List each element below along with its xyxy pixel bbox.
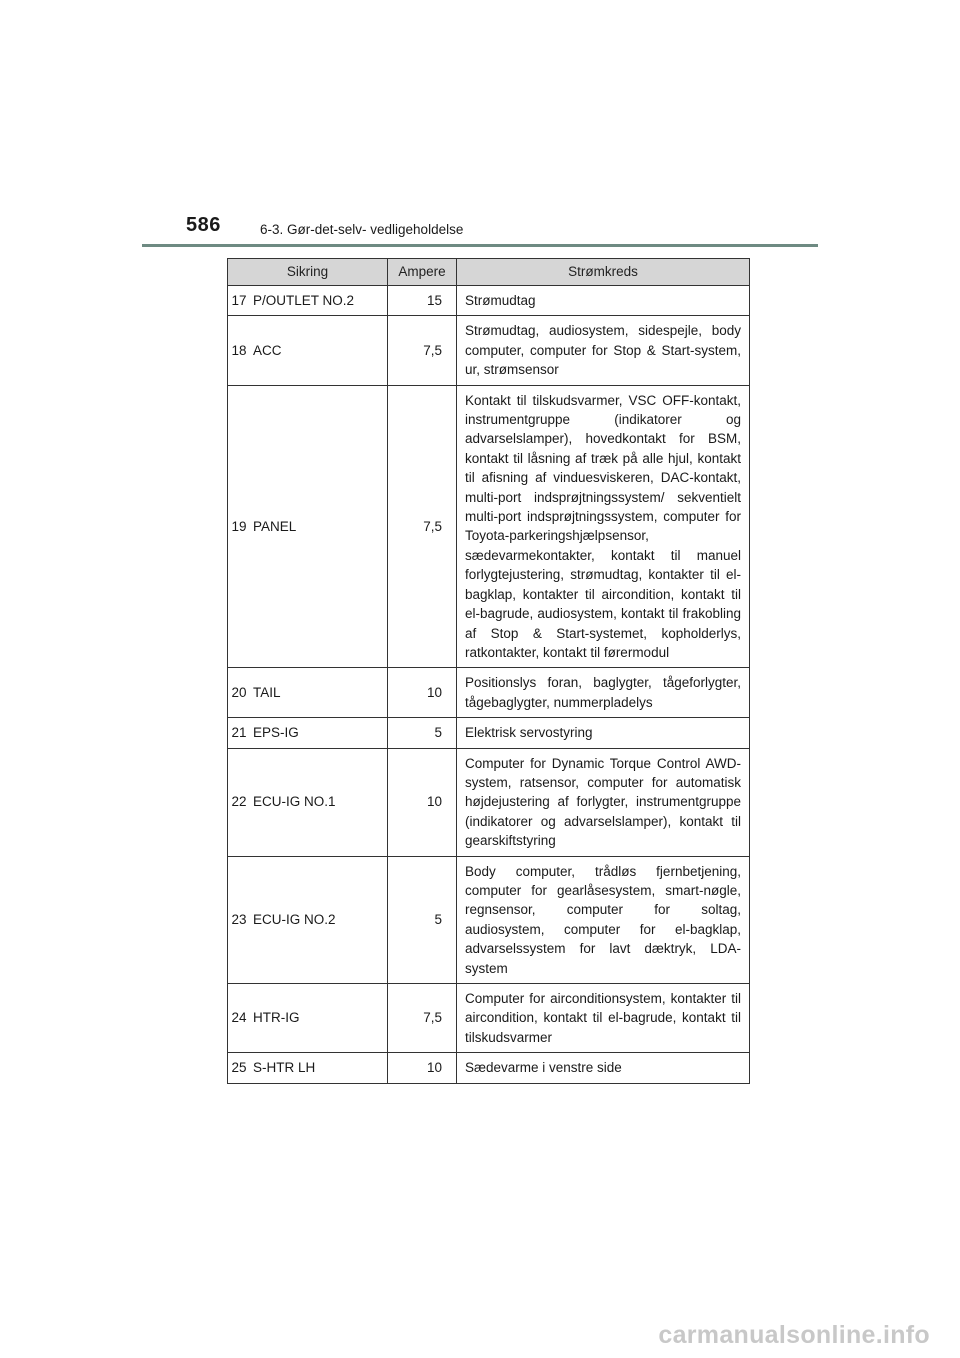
watermark-link[interactable]: carmanualsonline.info [658, 1321, 930, 1349]
page-number: 586 [186, 214, 221, 236]
fuse-ampere: 5 [388, 718, 457, 748]
fuse-name: ECU-IG NO.1 [250, 748, 388, 856]
fuse-name: S-HTR LH [250, 1053, 388, 1083]
fuse-number: 25 [228, 1053, 251, 1083]
section-title: 6-3. Gør-det-selv- vedligeholdelse [260, 222, 464, 237]
fuse-ampere: 7,5 [388, 385, 457, 668]
fuse-number: 17 [228, 286, 251, 316]
table-row [228, 316, 750, 385]
fuse-number: 24 [228, 984, 251, 1053]
fuse-circuit: Strømudtag [457, 286, 750, 316]
fuse-circuit: Elektrisk servostyring [457, 718, 750, 748]
fuse-ampere: 10 [388, 748, 457, 856]
fuse-number: 23 [228, 856, 251, 983]
fuse-circuit: Strømudtag, audiosystem, sidespejle, body computer, computer for Stop & Start-system, ur, strømsensor [457, 316, 750, 385]
table-row [228, 748, 750, 856]
table-row [228, 718, 750, 748]
column-header-circuit: Strømkreds [457, 259, 750, 286]
fuse-ampere: 15 [388, 286, 457, 316]
fuse-ampere: 5 [388, 856, 457, 983]
fuse-name: P/OUTLET NO.2 [250, 286, 388, 316]
fuse-number: 18 [228, 316, 251, 385]
fuse-number: 20 [228, 668, 251, 718]
fuse-circuit: Positionslys foran, baglygter, tågeforlygter, tågebaglygter, nummerpladelys [457, 668, 750, 718]
column-header-ampere: Ampere [388, 259, 457, 286]
table-row [228, 856, 750, 983]
fuse-name: PANEL [250, 385, 388, 668]
table-header-row [228, 259, 750, 286]
fuse-circuit: Kontakt til tilskudsvarmer, VSC OFF-kontakt, instrumentgruppe (indikatorer og advarselslamper), hovedkontakt for BSM, kontakt til låsning af træk på alle hjul, kontakt til afisning af vinduesviskeren, DAC-kontakt, multi-port indsprøjtningssystem/ sekventielt multi-port indsprøjtningssystem, computer for Toyota-parkeringshjælpsensor, sædevarmekontakter, kontakt til manuel forlygtejustering, strømudtag, kontakter til el-bagklap, kontakter til aircondition, kontakt til el-bagrude, audiosystem, kontakt til frakobling af Stop & Start-systemet, kopholderlys, ratkontakter, kontakt til førermodul [457, 385, 750, 668]
fuse-circuit: Sædevarme i venstre side [457, 1053, 750, 1083]
fuse-name: ACC [250, 316, 388, 385]
fuse-name: EPS-IG [250, 718, 388, 748]
column-header-fuse: Sikring [228, 259, 388, 286]
fuse-number: 19 [228, 385, 251, 668]
fuse-ampere: 7,5 [388, 984, 457, 1053]
fuse-name: HTR-IG [250, 984, 388, 1053]
fuse-name: TAIL [250, 668, 388, 718]
table-row [228, 385, 750, 668]
fuse-circuit: Computer for airconditionsystem, kontakter til aircondition, kontakt til el-bagrude, kontakt til tilskudsvarmer [457, 984, 750, 1053]
fuse-table [227, 258, 750, 1084]
table-row [228, 286, 750, 316]
fuse-number: 21 [228, 718, 251, 748]
header-divider [142, 244, 818, 247]
fuse-ampere: 10 [388, 668, 457, 718]
fuse-name: ECU-IG NO.2 [250, 856, 388, 983]
fuse-circuit: Computer for Dynamic Torque Control AWD-system, ratsensor, computer for automatisk højdejustering af forlygter, instrumentgruppe (indikatorer og advarselslamper), kontakt til gearskiftstyring [457, 748, 750, 856]
table-row [228, 984, 750, 1053]
fuse-ampere: 7,5 [388, 316, 457, 385]
table-row [228, 668, 750, 718]
fuse-ampere: 10 [388, 1053, 457, 1083]
table-row [228, 1053, 750, 1083]
fuse-circuit: Body computer, trådløs fjernbetjening, computer for gearlåsesystem, smart-nøgle, regnsensor, computer for soltag, audiosystem, computer for el-bagklap, advarselssystem for lavt dæktryk, LDA-system [457, 856, 750, 983]
fuse-number: 22 [228, 748, 251, 856]
